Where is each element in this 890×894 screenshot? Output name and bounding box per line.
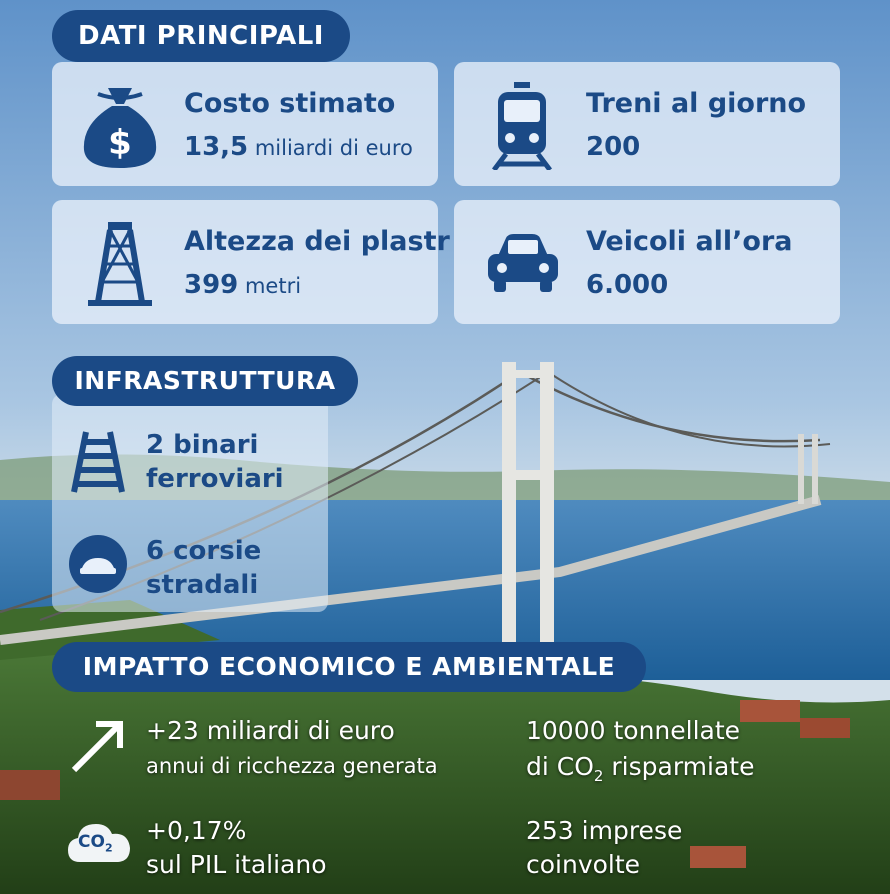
infra-corsie: 6 corsie stradali [146, 536, 262, 600]
card-costo-stimato [52, 62, 438, 186]
car-icon [480, 218, 564, 308]
impact-wealth-sub: annui di ricchezza generata [146, 754, 438, 778]
section-header-impatto: IMPATTO ECONOMICO E AMBIENTALE [52, 642, 646, 692]
card-title: Altezza dei plastr [184, 226, 450, 257]
svg-text:$: $ [108, 123, 132, 163]
card-value: 13,5 miliardi di euro [184, 132, 413, 162]
card-value: 399 metri [184, 270, 302, 300]
rail-track-icon [68, 430, 128, 494]
impact-imprese-main: 253 imprese [526, 816, 683, 845]
card-title: Treni al giorno [586, 88, 807, 119]
arrow-up-right-icon [68, 716, 128, 776]
card-altezza-piloni [52, 200, 450, 324]
impact-pil-sub: sul PIL italiano [146, 850, 327, 879]
section-header-infrastruttura: INFRASTRUTTURA [52, 356, 358, 406]
tower-icon [78, 218, 162, 308]
impact-co2-sub: di $CO_2$ risparmiate [526, 752, 755, 785]
co2-cloud-icon: $CO_2$ [66, 818, 132, 864]
train-icon [480, 80, 564, 170]
card-treni-al-giorno [454, 62, 840, 186]
card-veicoli-ora [454, 200, 840, 324]
impact-pil-main: +0,17% [146, 816, 247, 845]
card-title: Costo stimato [184, 88, 396, 119]
card-value: 200 [586, 132, 641, 162]
road-lanes-icon [68, 534, 128, 594]
impact-wealth-main: +23 miliardi di euro [146, 716, 395, 745]
card-title: Veicoli all’ora [586, 226, 793, 257]
card-value: 6.000 [586, 270, 669, 300]
section-header-dati-principali: DATI PRINCIPALI [52, 10, 350, 62]
money-bag-icon [78, 80, 162, 170]
infra-binari: 2 binari ferroviari [146, 430, 284, 494]
impact-co2-main: 10000 tonnellate [526, 716, 741, 745]
impact-imprese-sub: coinvolte [526, 850, 641, 879]
